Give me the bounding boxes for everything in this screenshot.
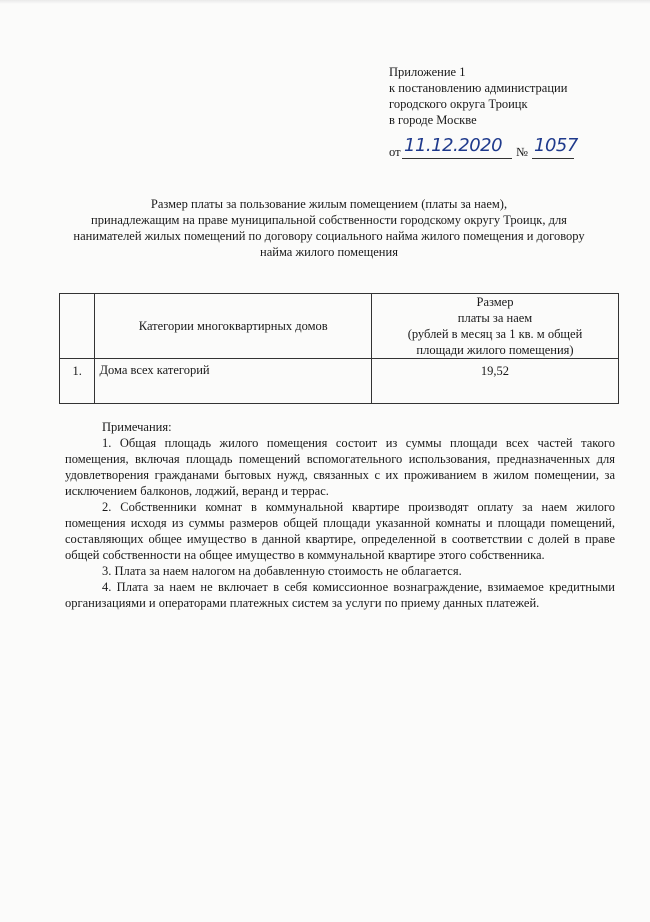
title-line-1: Размер платы за пользование жилым помещением (платы за наем), [150,197,508,211]
row-number-cell: 1. [60,359,95,404]
handwritten-number: 1057 [534,135,578,156]
row-rate-cell: 19,52 [371,359,618,404]
rate-table [59,293,619,404]
header-number-cell [60,294,95,359]
row-category-cell: Дома всех категорий [95,359,372,404]
document-title [45,196,613,260]
header-category-cell: Категории многоквартирных домов [95,294,372,359]
appendix-line-4: в городе Москве [389,113,477,127]
title-line-2: принадлежащим на праве муниципальной собственности городскому округу Троицк, для [91,213,567,227]
appendix-line-2: к постановлению администрации [389,81,568,95]
notes-heading: Примечания: [102,420,172,434]
header-rate-line-1: Размер [476,295,514,309]
note-item-4: 4. Плата за наем не включает в себя комиссионное вознаграждение, взимаемое кредитными организациями и операторами платежных систем за услуги по приему данных платежей. [65,580,615,610]
note-item-3: 3. Плата за наем налогом на добавленную стоимость не облагается. [102,564,462,578]
header-rate-cell [371,294,618,359]
number-prefix: № [516,145,528,159]
handwritten-date: 11.12.2020 [404,135,503,156]
title-line-4: найма жилого помещения [260,245,398,259]
resolution-date-number [389,137,629,163]
header-rate-line-4: площади жилого помещения) [416,343,574,357]
date-underline [402,158,512,159]
table-header-row [60,294,619,359]
table-row [60,359,619,404]
note-item-2: 2. Собственники комнат в коммунальной квартире производят оплату за наем жилого помещения исходя из суммы размеров общей площади указанной комнаты и площади помещений, составляющих общее имущество в данной квартире, определенной в соответствии с долей в праве общей собственности на общее имущество в коммунальной квартире этого собственника. [65,500,615,562]
appendix-line-1: Приложение 1 [389,65,466,79]
notes-section [65,419,615,611]
scan-edge [0,0,650,4]
header-rate-line-3: (рублей в месяц за 1 кв. м общей [407,327,583,341]
title-line-3: нанимателей жилых помещений по договору социального найма жилого помещения и договору [73,229,585,243]
header-rate-line-2: платы за наем [457,311,533,325]
note-item-1: 1. Общая площадь жилого помещения состоит из суммы площади всех частей такого помещения, включая площадь помещений вспомогательного использования, предназначенных для удовлетворения гражданами бытовых нужд, связанных с их проживанием в жилом помещении, за исключением балконов, лоджий, веранд и террас. [65,436,615,498]
appendix-header [389,64,629,128]
number-underline [532,158,574,159]
date-prefix: от [389,145,401,159]
appendix-line-3: городского округа Троицк [389,97,528,111]
